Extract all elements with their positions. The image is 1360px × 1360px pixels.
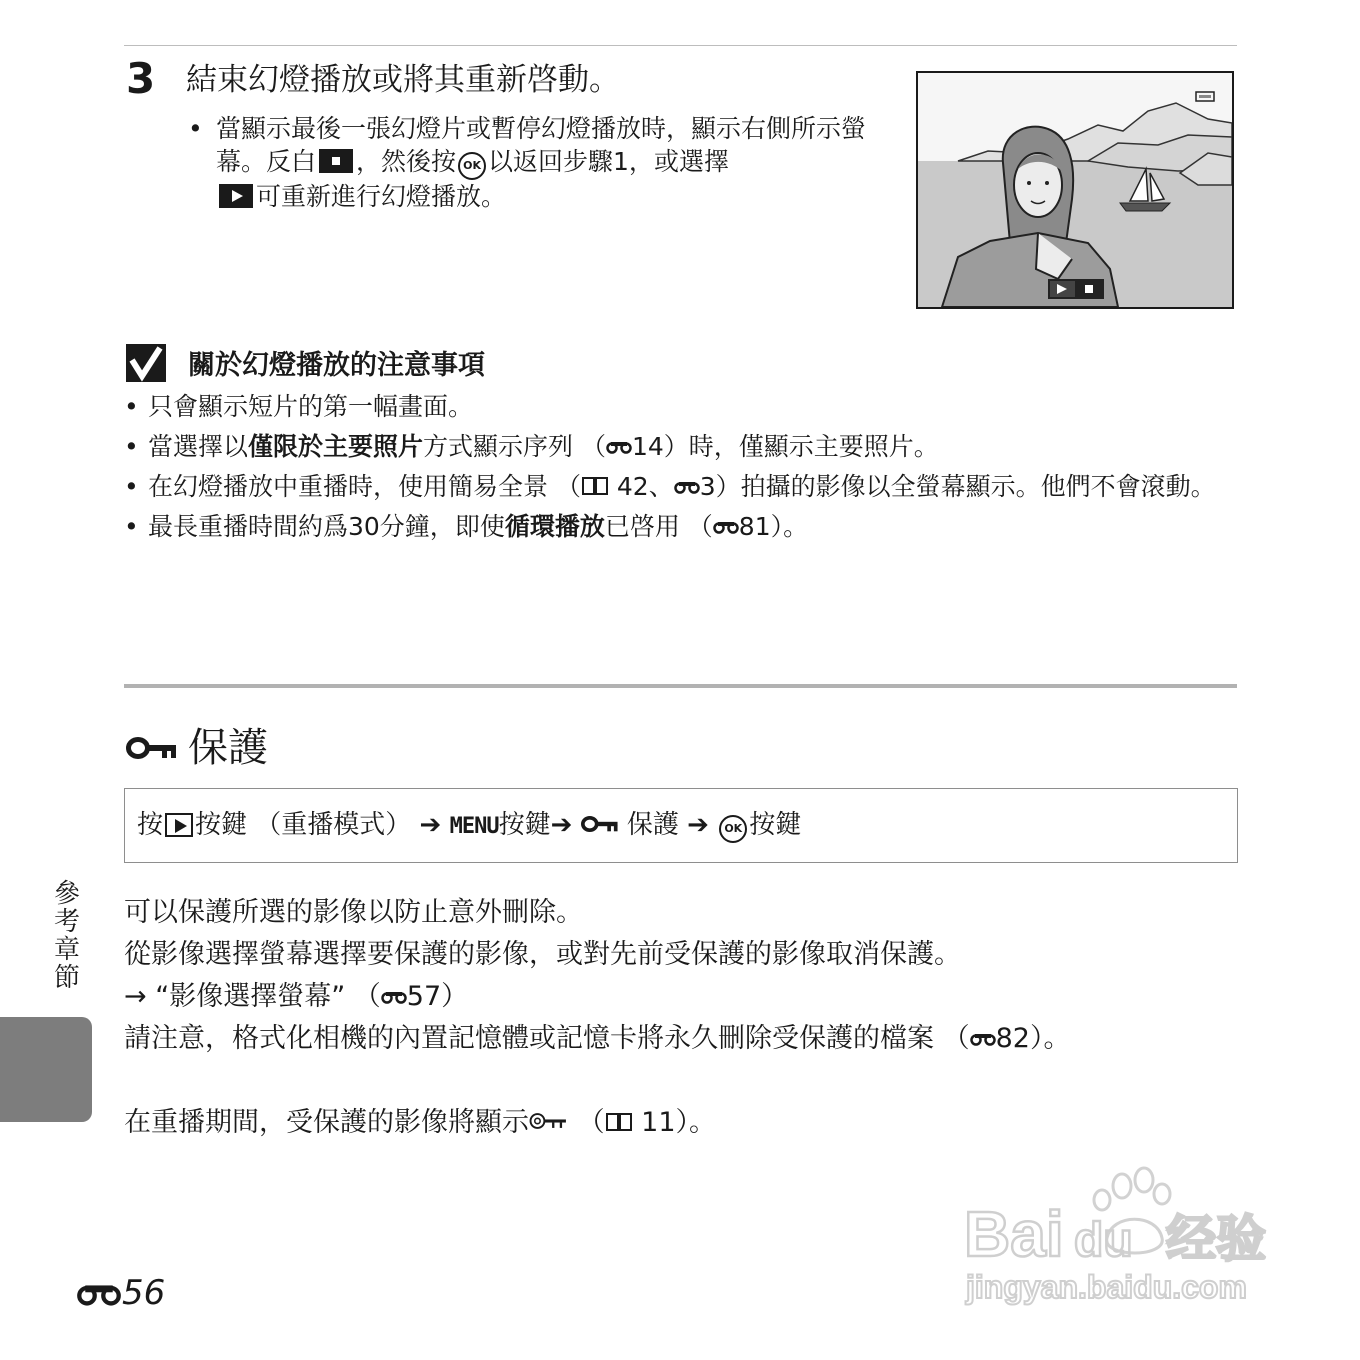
book-icon bbox=[605, 1111, 633, 1133]
reference-icon bbox=[76, 1282, 122, 1306]
protect-key-icon bbox=[581, 815, 619, 833]
list-item bbox=[124, 390, 1239, 424]
reference-icon bbox=[606, 440, 632, 454]
step-number: 3 bbox=[126, 54, 156, 103]
chapter-tab bbox=[0, 1017, 92, 1122]
body-text: ） bbox=[441, 981, 469, 1012]
note-text: 只會顯示短片的第一幅畫面。 bbox=[148, 392, 474, 421]
path-text: 按鍵 bbox=[749, 810, 802, 840]
ref-page: 57 bbox=[406, 981, 442, 1012]
ok-button-icon: OK bbox=[719, 815, 747, 843]
list-item bbox=[124, 430, 1239, 464]
protected-mark-icon bbox=[529, 1111, 569, 1131]
body-text: （ bbox=[569, 1107, 605, 1138]
step-title: 結束幻燈播放或將其重新啓動。 bbox=[186, 62, 620, 98]
note-check-icon bbox=[126, 344, 166, 382]
step-bullet bbox=[188, 112, 878, 213]
slideshow-scene bbox=[918, 73, 1232, 307]
bullet-dot: • bbox=[124, 432, 139, 461]
bullet-dot: • bbox=[124, 472, 139, 501]
body-text: 在重播期間，受保護的影像將顯示 bbox=[124, 1107, 529, 1138]
note-text: 當選擇以 bbox=[148, 432, 249, 461]
baidu-watermark bbox=[962, 1158, 1282, 1308]
menu-path-box bbox=[124, 788, 1238, 863]
bullet-text-d: 可重新進行幻燈播放。 bbox=[256, 182, 507, 211]
watermark-url: jingyan.baidu.com bbox=[966, 1269, 1247, 1305]
note-text: ）。 bbox=[770, 512, 809, 541]
note-bold: 循環播放 bbox=[504, 512, 605, 541]
watermark-brand: Bai bbox=[964, 1198, 1064, 1270]
protect-key-icon bbox=[126, 736, 178, 760]
note-list bbox=[124, 390, 1239, 550]
page-number-value: 56 bbox=[122, 1273, 166, 1313]
body-line bbox=[124, 976, 1239, 1018]
body-line bbox=[124, 1018, 1239, 1060]
page-ref: 42、 bbox=[608, 472, 674, 501]
menu-path bbox=[137, 807, 801, 845]
list-item bbox=[124, 470, 1239, 504]
note-text: 在幻燈播放中重播時，使用簡易全景 （ bbox=[148, 472, 581, 501]
path-text: 按鍵➔ bbox=[498, 810, 581, 840]
note-text: 最長重播時間約爲30分鐘，即使 bbox=[148, 512, 505, 541]
bullet-dot: • bbox=[124, 392, 139, 421]
bullet-text-b: ，然後按 bbox=[356, 147, 457, 176]
body-text: → “影像選擇螢幕” （ bbox=[124, 981, 381, 1012]
bullet-text-c: 以返回步驟1，或選擇 bbox=[488, 147, 729, 176]
camera-screen-illustration bbox=[916, 71, 1234, 309]
note-title: 關於幻燈播放的注意事項 bbox=[188, 350, 485, 381]
path-text: 按 bbox=[137, 810, 164, 840]
section-rule bbox=[124, 684, 1237, 688]
note-text: ）時，僅顯示主要照片。 bbox=[663, 432, 939, 461]
path-text: 按鍵 （重播模式） ➔ bbox=[195, 810, 450, 840]
ref-page: 81 bbox=[738, 512, 771, 541]
reference-icon bbox=[713, 520, 739, 534]
ref-page: 3 bbox=[699, 472, 716, 501]
list-item bbox=[124, 510, 1239, 544]
bullet-dot: • bbox=[188, 114, 203, 143]
note-text: 已啓用 （ bbox=[604, 512, 713, 541]
path-text: 保護 ➔ bbox=[618, 810, 718, 840]
reference-icon bbox=[970, 1032, 996, 1046]
body-text: 請注意，格式化相機的內置記憶體或記憶卡將永久刪除受保護的檔案 （ bbox=[124, 1023, 970, 1054]
stop-icon bbox=[319, 149, 353, 173]
reference-icon bbox=[674, 480, 700, 494]
chapter-side-label: 參考章節 bbox=[53, 879, 80, 993]
menu-label: MENU bbox=[449, 814, 499, 839]
body-line: 可以保護所選的影像以防止意外刪除。 bbox=[124, 897, 583, 928]
section-body bbox=[124, 892, 1239, 1144]
note-bold: 僅限於主要照片 bbox=[248, 432, 424, 461]
watermark-brand-2: du bbox=[1074, 1214, 1133, 1267]
body-text: ）。 bbox=[675, 1107, 717, 1138]
ok-button-icon: OK bbox=[458, 152, 486, 180]
page-ref: 11 bbox=[632, 1107, 676, 1138]
book-icon bbox=[581, 475, 609, 497]
body-text: ）。 bbox=[1029, 1023, 1071, 1054]
page-number bbox=[76, 1274, 165, 1312]
ref-page: 82 bbox=[995, 1023, 1030, 1054]
bullet-dot: • bbox=[124, 512, 139, 541]
body-line: 從影像選擇螢幕選擇要保護的影像，或對先前受保護的影像取消保護。 bbox=[124, 939, 961, 970]
note-text: 方式顯示序列 （ bbox=[423, 432, 606, 461]
ref-page: 14 bbox=[631, 432, 664, 461]
bullet-text-a: 當顯示最後一張幻燈片或暫停幻燈播放時，顯示右側所示螢幕。反白 bbox=[216, 114, 867, 176]
play-key-icon bbox=[165, 813, 193, 837]
section-title: 保護 bbox=[188, 725, 268, 771]
note-text: ）拍攝的影像以全螢幕顯示。他們不會滾動。 bbox=[715, 472, 1216, 501]
top-rule bbox=[124, 45, 1237, 46]
body-line bbox=[124, 1102, 1239, 1144]
watermark-cn: 经验 bbox=[1166, 1210, 1266, 1268]
play-icon bbox=[219, 184, 253, 208]
reference-icon bbox=[381, 990, 407, 1004]
